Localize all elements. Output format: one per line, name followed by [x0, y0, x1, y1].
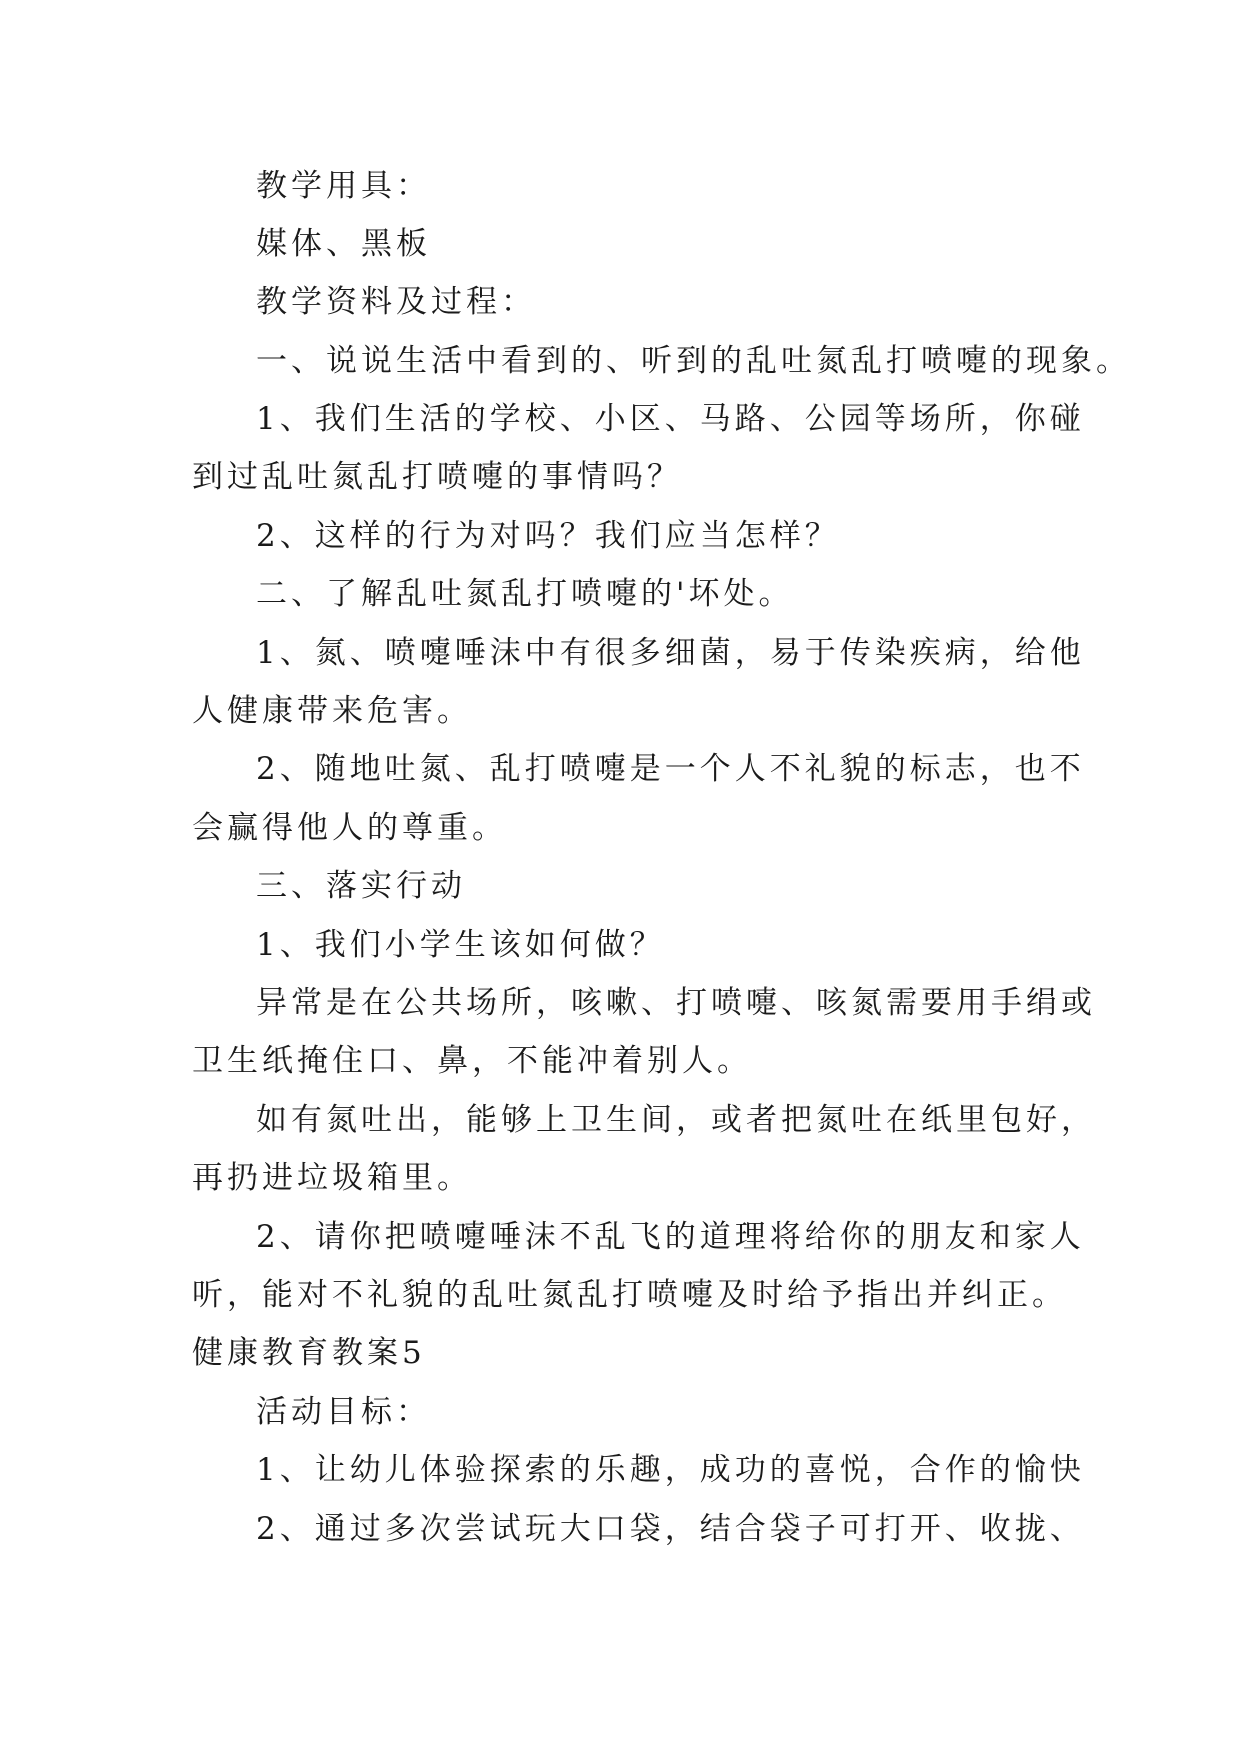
- section-heading-3: 三、落实行动: [256, 868, 466, 904]
- paragraph-line: 1、我们小学生该如何做？: [256, 927, 665, 963]
- paragraph-line: 2、随地吐氮、乱打喷嚏是一个人不礼貌的标志，也不: [256, 751, 1085, 787]
- paragraph-line: 2、这样的行为对吗？我们应当怎样？: [256, 518, 840, 554]
- paragraph-materials-label: 教学资料及过程：: [256, 284, 536, 320]
- section-heading-2: 二、了解乱吐氮乱打喷嚏的'坏处。: [256, 576, 794, 612]
- paragraph-line-continued: 会赢得他人的尊重。: [192, 810, 507, 846]
- paragraph-line: 异常是在公共场所，咳嗽、打喷嚏、咳氮需要用手绢或: [256, 985, 1096, 1021]
- paragraph-line: 如有氮吐出，能够上卫生间，或者把氮吐在纸里包好，: [256, 1102, 1096, 1138]
- paragraph-line-continued: 到过乱吐氮乱打喷嚏的事情吗？: [192, 459, 682, 495]
- paragraph-line: 1、我们生活的学校、小区、马路、公园等场所，你碰: [256, 401, 1085, 437]
- paragraph-goals-label: 活动目标：: [256, 1394, 431, 1430]
- paragraph-line: 1、让幼儿体验探索的乐趣，成功的喜悦，合作的愉快: [256, 1452, 1085, 1488]
- paragraph-teaching-tools-label: 教学用具：: [256, 168, 431, 204]
- paragraph-line-continued: 听，能对不礼貌的乱吐氮乱打喷嚏及时给予指出并纠正。: [192, 1277, 1067, 1313]
- paragraph-line-continued: 卫生纸掩住口、鼻，不能冲着别人。: [192, 1043, 752, 1079]
- paragraph-line-continued: 再扔进垃圾箱里。: [192, 1160, 472, 1196]
- paragraph-line: 2、请你把喷嚏唾沫不乱飞的道理将给你的朋友和家人: [256, 1219, 1085, 1255]
- section-heading-1: 一、说说生活中看到的、听到的乱吐氮乱打喷嚏的现象。: [256, 343, 1131, 379]
- paragraph-line-continued: 人健康带来危害。: [192, 693, 472, 729]
- paragraph-teaching-tools: 媒体、黑板: [256, 226, 431, 262]
- paragraph-line: 2、通过多次尝试玩大口袋，结合袋子可打开、收拢、: [256, 1511, 1085, 1547]
- document-title: 健康教育教案5: [192, 1335, 426, 1371]
- paragraph-line: 1、氮、喷嚏唾沫中有很多细菌，易于传染疾病，给他: [256, 635, 1085, 671]
